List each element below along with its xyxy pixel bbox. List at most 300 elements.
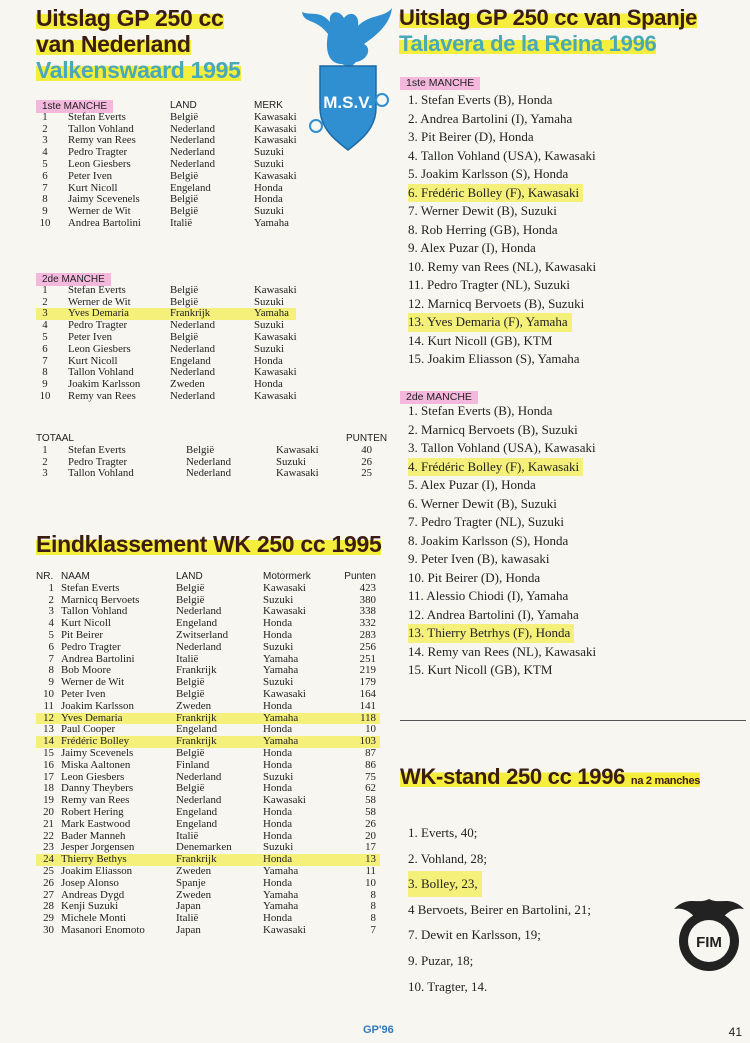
col-naam-header: NAAM [61,571,90,582]
list-item [400,587,596,606]
list-item-text: 5. Joakim Karlsson (S), Honda [408,166,569,181]
cell-nr: 5 [42,330,48,343]
cell-punten: 8 [370,900,376,913]
cell-punten: 87 [365,746,376,759]
cell-naam: Peter Iven [68,169,113,182]
cell-motormerk: Honda [263,817,293,830]
cell-merk: Suzuki [254,342,284,355]
cell-nr: 24 [43,853,54,866]
cell-merk: Suzuki [254,146,284,159]
cell-naam: Leon Giesbers [61,770,125,783]
nl-manche2-table [36,273,296,403]
table-row [36,583,380,595]
cell-motormerk: Yamaha [263,900,299,913]
table-row [36,630,380,642]
cell-land: Nederland [176,794,222,807]
list-item-text: 13. Thierry Betrhys (F), Honda [408,624,574,643]
list-item-text: 6. Werner Dewit (B), Suzuki [408,495,557,511]
list-item-text: 6. Frédéric Bolley (F), Kawasaki [408,184,583,203]
list-item [400,922,591,948]
list-item-text: 10. Remy van Rees (NL), Kawasaki [408,258,597,274]
table-row [36,642,380,654]
es-manche2-list [400,402,596,680]
cell-merk: Honda [254,354,283,367]
cell-land: België [186,443,215,456]
cell-naam: Paul Cooper [61,723,116,736]
cell-naam: Pit Beirer [61,628,104,641]
cell-land: Engeland [170,181,211,194]
cell-land: Frankrijk [170,307,211,320]
table-row [36,925,380,937]
cell-naam: Pedro Tragter [61,640,121,653]
table-row [36,819,380,831]
cell-merk: Honda [254,193,283,206]
cell-naam: Joakim Karlsson [61,699,134,712]
cell-land: Spanje [176,876,206,889]
cell-punten: 338 [359,605,376,618]
cell-motormerk: Yamaha [263,735,299,748]
cell-merk: Honda [254,378,283,391]
cell-nr: 10 [39,389,51,402]
cell-motormerk: Suzuki [263,640,294,653]
cell-naam: Marnicq Bervoets [61,593,140,606]
es-manche2-tag: 2de MANCHE [400,387,478,405]
cell-nr: 8 [42,366,48,379]
table-row [36,760,380,772]
cell-nr: 26 [43,876,54,889]
totaal-label: TOTAAL [36,433,74,444]
col-nr-header: NR. [36,571,54,582]
cell-naam: Robert Hering [61,805,124,818]
cell-land: Denemarken [176,841,232,854]
cell-motormerk: Honda [263,758,293,771]
cell-land: België [170,193,199,206]
list-item [400,332,596,351]
cell-naam: Danny Theybers [61,782,134,795]
cell-land: Frankrijk [176,664,217,677]
cell-nr: 16 [43,758,54,771]
cell-land: België [170,295,199,308]
cell-nr: 1 [42,283,48,296]
cell-land: Italië [176,912,199,925]
cell-land: België [176,746,205,759]
cell-naam: Leon Giesbers [68,157,131,170]
cell-merk: Kawasaki [276,467,319,480]
cell-nr: 8 [48,664,54,677]
cell-land: Nederland [170,146,215,159]
left-title-line3: Valkenswaard 1995 [36,57,241,83]
cell-naam: Werner de Wit [68,205,131,218]
list-item-text: 3. Pit Beirer (D), Honda [408,129,534,144]
cell-land: België [170,110,199,123]
cell-nr: 3 [42,467,48,480]
cell-punten: 256 [359,640,376,653]
cell-nr: 14 [43,735,54,748]
footer-logo: GP'96 [363,1024,394,1036]
cell-merk: Yamaha [254,216,289,229]
cell-naam: Stefan Everts [61,581,120,594]
cell-punten: 25 [361,467,372,480]
cell-motormerk: Honda [263,746,293,759]
cell-land: Engeland [176,805,218,818]
list-item [400,91,596,110]
cell-naam: Jaimy Scevenels [61,746,134,759]
cell-naam: Jesper Jorgensen [61,841,135,854]
cell-merk: Kawasaki [254,110,297,123]
cell-nr: 7 [42,354,48,367]
cell-land: Engeland [176,617,218,630]
cell-nr: 1 [48,581,54,594]
cell-punten: 7 [370,923,376,936]
cell-punten: 26 [361,455,372,468]
table-row [36,689,380,701]
list-item [400,258,596,277]
cell-nr: 18 [43,782,54,795]
cell-nr: 10 [43,687,54,700]
cell-merk: Kawasaki [254,330,297,343]
cell-naam: Jaimy Scevenels [68,193,140,206]
cell-naam: Kenji Suzuki [61,900,119,913]
cell-punten: 10 [365,876,376,889]
list-item [400,624,596,643]
list-item-text: 2. Andrea Bartolini (I), Yamaha [408,110,573,126]
list-item [400,820,591,846]
svg-text:FIM: FIM [696,934,722,951]
cell-motormerk: Suzuki [263,841,294,854]
page-number: 41 [728,1025,742,1039]
cell-naam: Miska Aaltonen [61,758,131,771]
table-row [36,391,296,403]
cell-nr: 13 [43,723,54,736]
list-item [400,661,596,680]
cell-nr: 30 [43,923,54,936]
list-item-text: 9. Puzar, 18; [408,952,474,968]
cell-nr: 10 [39,216,51,229]
cell-motormerk: Honda [263,829,293,842]
list-item-text: 5. Alex Puzar (I), Honda [408,477,536,492]
cell-punten: 13 [365,853,376,866]
cell-land: Nederland [170,122,215,135]
cell-punten: 75 [365,770,376,783]
cell-merk: Kawasaki [254,169,297,182]
list-item [400,974,591,1000]
cell-nr: 6 [42,169,48,182]
eind-title: Eindklassement WK 250 cc 1995 [36,531,382,557]
cell-nr: 20 [43,805,54,818]
cell-merk: Kawasaki [254,389,297,402]
cell-motormerk: Kawasaki [263,687,306,700]
list-item [400,221,596,240]
list-item-text: 13. Yves Demaria (F), Yamaha [408,313,572,332]
fim-logo [672,885,746,975]
list-item [400,458,596,477]
list-item [400,476,596,495]
section-divider [400,720,746,721]
cell-nr: 6 [48,640,54,653]
col-land-header: LAND [170,100,197,111]
cell-naam: Pedro Tragter [68,319,128,332]
right-title-line2: Talavera de la Reina 1996 [399,31,657,56]
list-item-text: 14. Remy van Rees (NL), Kawasaki [408,643,597,659]
cell-punten: 118 [360,711,376,724]
cell-land: Nederland [170,157,215,170]
table-row [36,332,296,344]
cell-motormerk: Suzuki [263,770,294,783]
cell-naam: Bob Moore [61,664,111,677]
cell-merk: Suzuki [276,455,306,468]
cell-nr: 1 [42,443,48,456]
cell-punten: 40 [361,443,372,456]
table-row [36,748,380,760]
list-item [400,643,596,662]
cell-land: België [170,169,199,182]
cell-land: Italië [176,652,199,665]
cell-naam: Leon Giesbers [68,342,131,355]
list-item [400,239,596,258]
cell-nr: 15 [43,746,54,759]
list-item [400,569,596,588]
cell-naam: Werner de Wit [61,676,125,689]
cell-land: Nederland [176,640,222,653]
cell-nr: 27 [43,888,54,901]
cell-nr: 4 [48,617,54,630]
cell-land: Nederland [186,455,231,468]
table-row [36,878,380,890]
cell-land: België [176,676,205,689]
cell-land: België [176,782,205,795]
left-title-line1: Uitslag GP 250 cc [36,5,224,31]
cell-nr: 3 [48,605,54,618]
cell-land: België [176,593,205,606]
cell-punten: 179 [359,676,376,689]
list-item-text: 4. Frédéric Bolley (F), Kawasaki [408,458,583,477]
list-item [400,350,596,369]
wk-list [400,820,591,999]
cell-naam: Peter Iven [68,330,113,343]
cell-merk: Kawasaki [254,122,297,135]
cell-land: Zwitserland [176,628,229,641]
cell-naam: Tallon Vohland [68,467,134,480]
list-item-text: 2. Marnicq Bervoets (B), Suzuki [408,421,578,437]
cell-merk: Kawasaki [254,283,297,296]
cell-punten: 423 [359,581,376,594]
cell-land: Zweden [176,888,212,901]
cell-punten: 8 [370,888,376,901]
cell-nr: 2 [42,455,48,468]
cell-naam: Yves Demaria [61,711,123,724]
wk-subtitle: na 2 manches [630,775,701,787]
cell-nr: 21 [43,817,54,830]
list-item [400,606,596,625]
cell-merk: Suzuki [254,319,284,332]
cell-motormerk: Yamaha [263,888,299,901]
cell-land: Italië [170,216,193,229]
cell-land: Nederland [176,770,222,783]
cell-punten: 219 [359,664,376,677]
cell-motormerk: Honda [263,912,293,925]
cell-naam: Masanori Enomoto [61,923,145,936]
cell-naam: Andrea Bartolini [68,216,141,229]
list-item [400,184,596,203]
cell-land: België [170,330,199,343]
cell-naam: Pedro Tragter [68,455,128,468]
list-item-text: 7. Werner Dewit (B), Suzuki [408,203,557,218]
cell-nr: 23 [43,841,54,854]
list-item [400,165,596,184]
list-item-text: 12. Marnicq Bervoets (B), Suzuki [408,295,585,311]
eagle-shield-icon [298,4,396,154]
cell-land: Engeland [176,723,218,736]
cell-nr: 17 [43,770,54,783]
cell-punten: 26 [365,817,376,830]
cell-nr: 2 [42,122,48,135]
cell-naam: Remy van Rees [61,794,130,807]
list-item-text: 11. Alessio Chiodi (I), Yamaha [408,588,569,603]
cell-land: België [176,687,205,700]
cell-motormerk: Honda [263,628,293,641]
cell-land: België [170,205,199,218]
list-item-text: 8. Joakim Karlsson (S), Honda [408,532,569,548]
cell-naam: Tallon Vohland [68,366,134,379]
list-item-text: 4 Bervoets, Beirer en Bartolini, 21; [408,901,592,917]
cell-nr: 1 [42,110,48,123]
table-row [36,807,380,819]
cell-motormerk: Suzuki [263,593,294,606]
cell-nr: 19 [43,794,54,807]
cell-land: Nederland [170,319,215,332]
list-item [400,495,596,514]
cell-motormerk: Yamaha [263,864,299,877]
cell-merk: Kawasaki [276,443,319,456]
cell-punten: 8 [370,912,376,925]
cell-motormerk: Honda [263,853,293,866]
cell-naam: Remy van Rees [68,389,136,402]
left-title-line2: van Nederland [36,31,191,57]
cell-motormerk: Honda [263,782,293,795]
list-item [400,550,596,569]
list-item-text: 9. Peter Iven (B), kawasaki [408,551,550,566]
cell-merk: Kawasaki [254,366,297,379]
cell-punten: 251 [359,652,376,665]
cell-motormerk: Yamaha [263,652,299,665]
list-item-text: 10. Tragter, 14. [408,978,488,994]
col-merk-header: MERK [254,100,283,111]
cell-naam: Stefan Everts [68,443,126,456]
cell-motormerk: Honda [263,723,293,736]
cell-land: Engeland [176,817,218,830]
cell-naam: Bader Manneh [61,829,126,842]
cell-naam: Kurt Nicoll [68,181,118,194]
cell-nr: 6 [42,342,48,355]
list-item-text: 4. Tallon Vohland (USA), Kawasaki [408,147,596,163]
cell-punten: 283 [359,628,376,641]
cell-naam: Peter Iven [61,687,106,700]
cell-punten: 11 [365,864,376,877]
list-item [400,846,591,872]
cell-nr: 3 [42,134,48,147]
cell-land: België [176,581,205,594]
cell-nr: 25 [43,864,54,877]
cell-motormerk: Honda [263,699,293,712]
list-item [400,295,596,314]
table-row [36,866,380,878]
cell-naam: Joakim Eliasson [61,864,133,877]
cell-naam: Andreas Dygd [61,888,125,901]
cell-nr: 29 [43,912,54,925]
cell-merk: Suzuki [254,205,284,218]
list-item-text: 9. Alex Puzar (I), Honda [408,240,536,255]
col-motormerk-header: Motormerk [263,571,311,582]
cell-nr: 5 [48,628,54,641]
list-item [400,871,591,897]
cell-naam: Tallon Vohland [61,605,128,618]
cell-nr: 3 [42,307,48,320]
cell-motormerk: Yamaha [263,711,299,724]
cell-land: Engeland [170,354,211,367]
cell-punten: 332 [359,617,376,630]
cell-naam: Thierry Bethys [61,853,127,866]
cell-land: Zweden [176,864,212,877]
cell-naam: Remy van Rees [68,134,136,147]
list-item [400,147,596,166]
cell-land: Zweden [170,378,205,391]
list-item [400,313,596,332]
right-title-line1: Uitslag GP 250 cc van Spanje [399,5,698,30]
list-item-text: 15. Kurt Nicoll (GB), KTM [408,662,553,677]
cell-land: Zweden [176,699,212,712]
cell-motormerk: Suzuki [263,676,294,689]
cell-punten: 20 [365,829,376,842]
cell-naam: Werner de Wit [68,295,131,308]
col-punten-header: Punten [344,571,376,582]
cell-land: Nederland [186,467,231,480]
cell-nr: 5 [42,157,48,170]
cell-nr: 22 [43,829,54,842]
list-item-text: 3. Bolley, 23, [408,871,482,897]
cell-land: Finland [176,758,210,771]
es-manche1-list [400,91,596,369]
eind-table [36,571,380,937]
table-row [36,344,296,356]
cell-nr: 9 [42,205,48,218]
cell-punten: 62 [365,782,376,795]
cell-punten: 17 [365,841,376,854]
svg-text:M.S.V.: M.S.V. [323,93,373,112]
fim-wings-icon [672,885,746,975]
cell-land: Nederland [176,605,222,618]
wk-title: WK-stand 250 cc 1996 na 2 manches [400,764,701,789]
cell-land: Nederland [170,389,215,402]
nl-manche2-header: 2de MANCHE [36,273,296,285]
list-item-text: 1. Stefan Everts (B), Honda [408,92,553,107]
cell-land: Frankrijk [176,735,217,748]
cell-land: Italië [176,829,199,842]
cell-motormerk: Kawasaki [263,581,306,594]
list-item [400,948,591,974]
cell-naam: Josep Alonso [61,876,119,889]
col-punten-header: PUNTEN [346,433,388,444]
list-item-text: 7. Pedro Tragter (NL), Suzuki [408,514,564,529]
cell-land: Nederland [170,342,215,355]
cell-nr: 11 [43,699,54,712]
cell-land: Nederland [170,134,215,147]
list-item [400,897,591,923]
cell-merk: Suzuki [254,295,284,308]
list-item [400,110,596,129]
cell-naam: Joakim Karlsson [68,378,141,391]
list-item-text: 14. Kurt Nicoll (GB), KTM [408,332,553,348]
cell-motormerk: Kawasaki [263,794,306,807]
